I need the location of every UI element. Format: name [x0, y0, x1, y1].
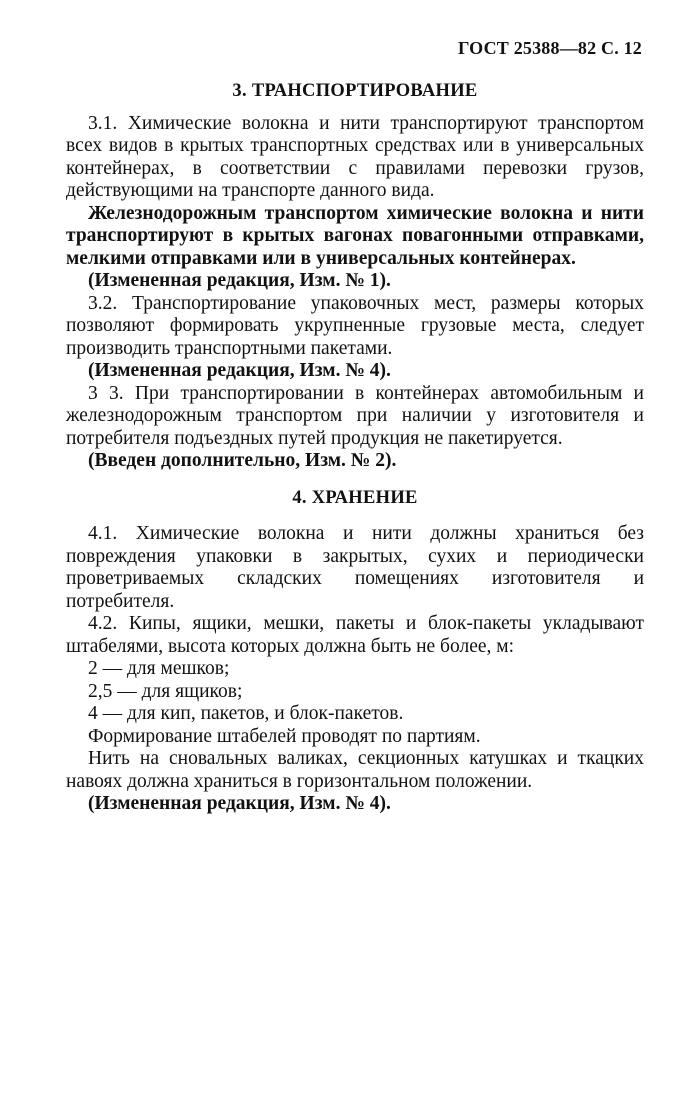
paragraph-4-1: 4.1. Химические волокна и нити должны храниться без повреждения упаковки в закрытых, сухих и периодически проветриваемых складских помещениях изготовителя и потребителя. [66, 523, 644, 612]
paragraph-3-3: 3 3. При транспортировании в контейнерах автомобильным и железнодорожным транспортом при наличии у изготовителя и потребителя подъездных путей продукция не пакетируется. [66, 382, 644, 449]
section-3-title: 3. ТРАНСПОРТИРОВАНИЕ [232, 81, 478, 101]
paragraph-3-1: 3.1. Химические волокна и нити транспортируют транспортом всех видов в крытых транспортных средствах или в универсальных контейнерах, в соответствии с правилами перевозки грузов, действующими на транспорте данного вида. [66, 112, 644, 201]
paragraph-3-2: 3.2. Транспортирование упаковочных мест, размеры которых позволяют формировать укрупненные грузовые места, следует производить транспортными пакетами. [66, 292, 644, 359]
amendment-note-2: (Измененная редакция, Изм. № 4). [88, 360, 391, 381]
paragraph-3-1-rail: Железнодорожным транспортом химические волокна и нити транспортируют в крытых вагонах повагонными отправками, мелкими отправками или в универсальных контейнерах. [66, 202, 644, 269]
list-item-bags: 2 — для мешков; [88, 658, 230, 679]
running-header: ГОСТ 25388—82 С. 12 [457, 38, 642, 58]
list-item-boxes: 2,5 — для ящиков; [88, 680, 243, 702]
section-4-title: 4. ХРАНЕНИЕ [292, 487, 418, 508]
amendment-note-1: (Измененная редакция, Изм. № 1). [88, 270, 391, 291]
paragraph-yarn-storage: Нить на сновальных валиках, секционных катушках и ткацких навоях должна храниться в горизонтальном положении. [66, 748, 644, 792]
text-column [66, 76, 644, 816]
paragraph-4-2: 4.2. Кипы, ящики, мешки, пакеты и блок-пакеты укладывают штабелями, высота которых должна быть не более, м: [66, 613, 644, 657]
list-item-bales: 4 — для кип, пакетов, и блок-пакетов. [88, 703, 404, 724]
amendment-note-4: (Измененная редакция, Изм. № 4). [88, 793, 391, 814]
paragraph-stacking: Формирование штабелей проводят по партиям. [88, 725, 481, 747]
amendment-note-3: (Введен дополнительно, Изм. № 2). [88, 450, 397, 471]
